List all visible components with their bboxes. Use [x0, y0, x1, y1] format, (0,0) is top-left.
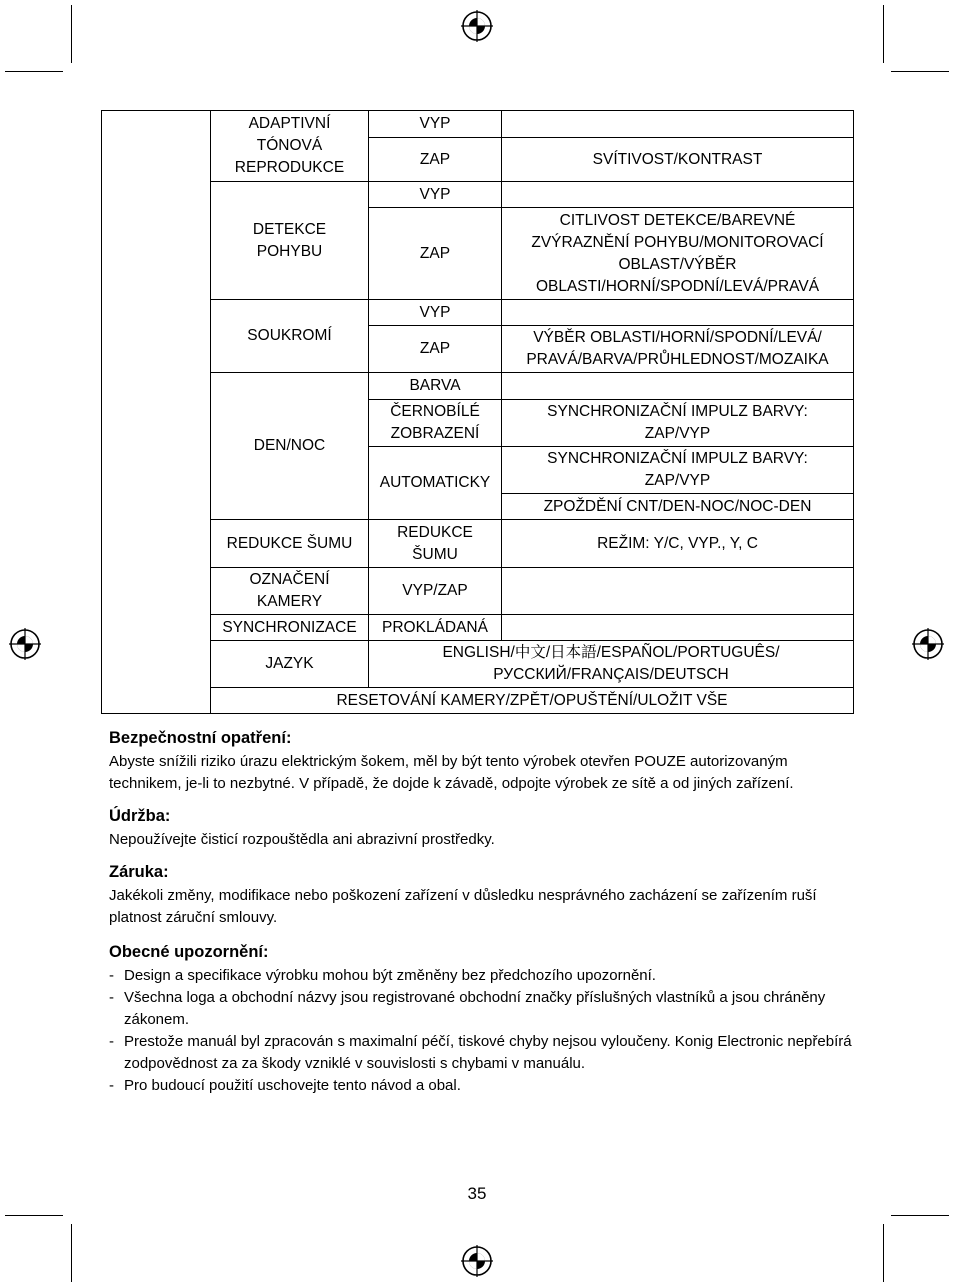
list-item — [109, 965, 854, 987]
menu-option-cell: VYP — [369, 300, 502, 326]
general-notice-heading: Obecné upozornění: — [109, 943, 269, 961]
menu-group-cell: SYNCHRONIZACE — [211, 615, 369, 641]
bullet-dash: - — [109, 1033, 114, 1050]
bullet-dash: - — [109, 989, 114, 1006]
menu-detail-cell — [502, 615, 854, 641]
menu-detail-cell: SYNCHRONIZAČNÍ IMPULZ BARVY: ZAP/VYP — [502, 400, 854, 447]
crop-mark — [5, 1215, 63, 1216]
menu-detail-cell: SYNCHRONIZAČNÍ IMPULZ BARVY: ZAP/VYP — [502, 447, 854, 494]
list-item-text: Všechna loga a obchodní názvy jsou registrované obchodní značky příslušných vlastníků a jsou chráněny zákonem. — [124, 989, 826, 1028]
manual-text — [109, 727, 854, 1097]
warranty-heading: Záruka: — [109, 863, 169, 881]
table-row — [102, 111, 854, 138]
menu-detail-cell: SVÍTIVOST/KONTRAST — [502, 138, 854, 182]
menu-option-cell: ZAP — [369, 208, 502, 300]
table-row — [102, 615, 854, 641]
general-notice-list — [109, 965, 854, 1097]
menu-detail-cell — [502, 568, 854, 615]
menu-detail-cell: VÝBĚR OBLASTI/HORNÍ/SPODNÍ/LEVÁ/ PRAVÁ/BARVA/PRŮHLEDNOST/MOZAIKA — [502, 326, 854, 373]
menu-group-cell: OZNAČENÍ KAMERY — [211, 568, 369, 615]
crop-mark — [883, 5, 884, 63]
menu-group-cell: REDUKCE ŠUMU — [211, 520, 369, 568]
safety-text: Abyste snížili riziko úrazu elektrickým šokem, měl by být tento výrobek otevřen POUZE autorizovaným technikem, je-li to nezbytné. V případě, že dojde k závadě, odpojte výrobek ze sítě a od jiných zařízení. — [109, 753, 794, 792]
menu-detail-cell — [502, 300, 854, 326]
menu-option-cell: ZAP — [369, 138, 502, 182]
menu-group-cell: SOUKROMÍ — [211, 300, 369, 373]
crop-mark — [891, 1215, 949, 1216]
table-row — [102, 641, 854, 688]
list-item-text: Prestože manuál byl zpracován s maximalní péčí, tiskové chyby nejsou vyloučeny. Konig Electronic nepřebírá zodpovědnost za za škody vzniklé v souvislosti s chybami v manuálu. — [124, 1033, 852, 1072]
menu-option-cell: PROKLÁDANÁ — [369, 615, 502, 641]
registration-mark-icon — [461, 10, 493, 42]
maintenance-text: Nepoužívejte čisticí rozpouštědla ani abrazivní prostředky. — [109, 831, 495, 848]
menu-option-cell: AUTOMATICKY — [369, 447, 502, 520]
registration-mark-icon — [912, 628, 944, 660]
menu-option-cell: BARVA — [369, 373, 502, 400]
menu-option-cell: ENGLISH/中文/日本語/ESPAÑOL/PORTUGUÊS/ РУССКИЙ/FRANÇAIS/DEUTSCH — [369, 641, 854, 688]
safety-heading: Bezpečnostní opatření: — [109, 729, 292, 747]
list-item-text: Design a specifikace výrobku mohou být změněny bez předchozího upozornění. — [124, 967, 656, 984]
menu-detail-cell — [502, 111, 854, 138]
menu-detail-cell — [502, 373, 854, 400]
crop-mark — [883, 1224, 884, 1282]
bullet-dash: - — [109, 967, 114, 984]
list-item — [109, 987, 854, 1031]
menu-group-cell: JAZYK — [211, 641, 369, 688]
crop-mark — [891, 71, 949, 72]
menu-group-cell: DETEKCE POHYBU — [211, 182, 369, 300]
menu-group-cell: DEN/NOC — [211, 373, 369, 520]
registration-mark-icon — [9, 628, 41, 660]
menu-detail-cell: ZPOŽDĚNÍ CNT/DEN-NOC/NOC-DEN — [502, 494, 854, 520]
page-number: 35 — [467, 1184, 487, 1203]
warranty-text: Jakékoli změny, modifikace nebo poškození zařízení v důsledku nesprávného zacházení se zařízením ruší platnost záruční smlouvy. — [109, 887, 817, 926]
table-row — [102, 520, 854, 568]
crop-mark — [5, 71, 63, 72]
table-row — [102, 300, 854, 326]
menu-option-cell: REDUKCE ŠUMU — [369, 520, 502, 568]
table-row — [102, 688, 854, 714]
menu-blank-column — [102, 111, 211, 714]
table-row — [102, 182, 854, 208]
menu-option-cell: VYP — [369, 182, 502, 208]
table-row — [102, 568, 854, 615]
menu-option-cell: ČERNOBÍLÉ ZOBRAZENÍ — [369, 400, 502, 447]
menu-detail-cell: REŽIM: Y/C, VYP., Y, C — [502, 520, 854, 568]
menu-reset-cell: RESETOVÁNÍ KAMERY/ZPĚT/OPUŠTĚNÍ/ULOŽIT VŠE — [211, 688, 854, 714]
table-row — [102, 373, 854, 400]
menu-detail-cell: CITLIVOST DETEKCE/BAREVNÉ ZVÝRAZNĚNÍ POHYBU/MONITOROVACÍ OBLAST/VÝBĚR OBLASTI/HORNÍ/SPODNÍ/LEVÁ/PRAVÁ — [502, 208, 854, 300]
menu-group-cell: ADAPTIVNÍ TÓNOVÁ REPRODUKCE — [211, 111, 369, 182]
menu-detail-cell — [502, 182, 854, 208]
list-item — [109, 1031, 854, 1075]
menu-option-cell: ZAP — [369, 326, 502, 373]
registration-mark-icon — [461, 1245, 493, 1277]
bullet-dash: - — [109, 1077, 114, 1094]
list-item — [109, 1075, 854, 1097]
list-item-text: Pro budoucí použití uschovejte tento návod a obal. — [124, 1077, 461, 1094]
maintenance-heading: Údržba: — [109, 807, 171, 825]
menu-option-cell: VYP — [369, 111, 502, 138]
crop-mark — [71, 5, 72, 63]
crop-mark — [71, 1224, 72, 1282]
osd-menu-table — [101, 110, 854, 714]
menu-option-cell: VYP/ZAP — [369, 568, 502, 615]
